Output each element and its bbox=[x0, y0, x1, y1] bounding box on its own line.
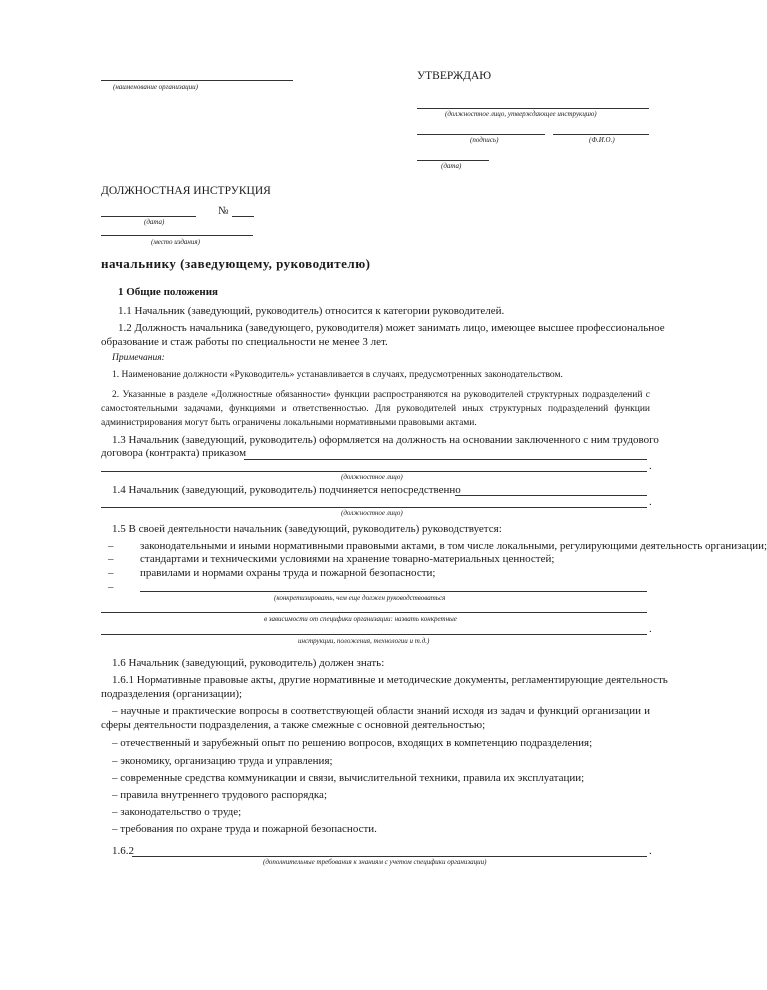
knowledge-item: – отечественный и зарубежный опыт по решению вопросов, входящих в компетенцию подразделения; bbox=[112, 737, 593, 749]
list-dash: – bbox=[108, 581, 114, 593]
clause-1-6-2-caption: (дополнительные требования к знаниям с учетом специфики организации) bbox=[263, 858, 487, 866]
clause-1-6-2: 1.6.2 bbox=[112, 845, 134, 857]
knowledge-item: – экономику, организацию труда и управления; bbox=[112, 755, 333, 767]
supervisor-input-line-2[interactable] bbox=[101, 507, 647, 508]
approval-date-caption: (дата) bbox=[441, 162, 462, 170]
approver-name-caption: (Ф.И.О.) bbox=[589, 136, 615, 144]
notes-heading: Примечания: bbox=[112, 353, 165, 363]
document-kind: ДОЛЖНОСТНАЯ ИНСТРУКЦИЯ bbox=[101, 185, 271, 197]
approval-date-line[interactable] bbox=[417, 160, 489, 161]
approver-position-caption: (должностное лицо, утверждающее инструкцию) bbox=[445, 110, 597, 118]
knowledge-item: – требования по охране труда и пожарной безопасности. bbox=[112, 823, 377, 835]
knowledge-item: – современные средства коммуникации и связи, вычислительной техники, правила их эксплуатации; bbox=[112, 772, 585, 784]
guidance-input-line-3[interactable] bbox=[101, 634, 647, 635]
list-dash: – bbox=[108, 540, 114, 552]
doc-place-line[interactable] bbox=[101, 235, 253, 236]
period: . bbox=[649, 845, 652, 857]
list-item: законодательными и иными нормативными правовыми актами, в том числе локальными, регулирующими деятельность организации; bbox=[140, 540, 767, 552]
order-input-line-2[interactable] bbox=[101, 471, 647, 472]
note-2-line3: администрирования могут быть ограничены локальными нормативными правовыми актами. bbox=[101, 418, 477, 428]
clause-1-4-caption: (должностное лицо) bbox=[341, 509, 403, 517]
signature-caption: (подпись) bbox=[470, 136, 499, 144]
signature-line[interactable] bbox=[417, 134, 545, 135]
clause-1-6: 1.6 Начальник (заведующий, руководитель) должен знать: bbox=[112, 657, 385, 669]
clause-1-3-line2: договора (контракта) приказом bbox=[101, 447, 247, 459]
knowledge-item-line1: – научные и практические вопросы в соответствующей области знаний исходя из задач и функций организации и bbox=[112, 705, 650, 717]
clause-1-2-line2: образование и стаж работы по специальности не менее 3 лет. bbox=[101, 336, 388, 348]
clause-1-3-line1: 1.3 Начальник (заведующий, руководитель) оформляется на должность на основании заключенного с ним трудового bbox=[112, 434, 659, 446]
clause-1-2-line1: 1.2 Должность начальника (заведующего, руководителя) может занимать лицо, имеющее высшее профессиональное bbox=[118, 322, 665, 334]
period: . bbox=[649, 623, 652, 635]
list-item: правилами и нормами охраны труда и пожарной безопасности; bbox=[140, 567, 436, 579]
knowledge-item: – правила внутреннего трудового распорядка; bbox=[112, 789, 327, 801]
doc-place-caption: (место издания) bbox=[151, 238, 200, 246]
clause-1-1: 1.1 Начальник (заведующий, руководитель) относится к категории руководителей. bbox=[118, 305, 505, 317]
guidance-caption-2: в зависимости от специфики организации: назвать конкретные bbox=[264, 615, 457, 623]
period: . bbox=[649, 460, 652, 472]
approver-name-line[interactable] bbox=[553, 134, 649, 135]
guidance-caption-1: (конкретизировать, чем еще должен руководствоваться bbox=[274, 594, 446, 602]
note-2-line2: самостоятельными задачами, функциями и ответственностью. Для руководителей иных структурных подразделений функции bbox=[101, 404, 650, 414]
approve-label: УТВЕРЖДАЮ bbox=[417, 70, 492, 82]
extra-knowledge-input-line[interactable] bbox=[132, 856, 647, 857]
clause-1-6-1-line1: 1.6.1 Нормативные правовые акты, другие нормативные и методические документы, регламентирующие деятельность bbox=[112, 674, 668, 686]
knowledge-item-line2: сферы деятельности подразделения, а также смежные с основной деятельностью; bbox=[101, 719, 486, 731]
list-dash: – bbox=[108, 553, 114, 565]
clause-1-5: 1.5 В своей деятельности начальник (заведующий, руководитель) руководствуется: bbox=[112, 523, 502, 535]
doc-date-line[interactable] bbox=[101, 216, 196, 217]
note-2-line1: 2. Указанные в разделе «Должностные обязанности» функции распространяются на руководителей структурных подразделений с bbox=[112, 390, 650, 400]
doc-number-line[interactable] bbox=[232, 216, 254, 217]
knowledge-item: – законодательство о труде; bbox=[112, 806, 242, 818]
number-sign: № bbox=[218, 205, 229, 217]
note-1: 1. Наименование должности «Руководитель» устанавливается в случаях, предусмотренных законодательством. bbox=[112, 370, 563, 380]
period: . bbox=[649, 496, 652, 508]
clause-1-6-1-line2: подразделения (организации); bbox=[101, 688, 243, 700]
guidance-caption-3: инструкции, положения, технологии и т.д.) bbox=[298, 637, 430, 645]
list-item: стандартами и техническими условиями на хранение товарно-материальных ценностей; bbox=[140, 553, 555, 565]
document-title: начальнику (заведующему, руководителю) bbox=[101, 256, 371, 271]
doc-date-caption: (дата) bbox=[144, 218, 165, 226]
section-heading: 1 Общие положения bbox=[118, 286, 218, 298]
clause-1-3-caption: (должностное лицо) bbox=[341, 473, 403, 481]
clause-1-4: 1.4 Начальник (заведующий, руководитель) подчиняется непосредственно bbox=[112, 484, 461, 496]
org-name-line[interactable] bbox=[101, 80, 293, 81]
guidance-input-line-1[interactable] bbox=[140, 591, 647, 592]
guidance-input-line-2[interactable] bbox=[101, 612, 647, 613]
supervisor-input-line-1[interactable] bbox=[455, 495, 647, 496]
org-name-caption: (наименование организации) bbox=[113, 83, 198, 91]
order-input-line-1[interactable] bbox=[244, 459, 647, 460]
approver-position-line[interactable] bbox=[417, 108, 649, 109]
list-dash: – bbox=[108, 567, 114, 579]
